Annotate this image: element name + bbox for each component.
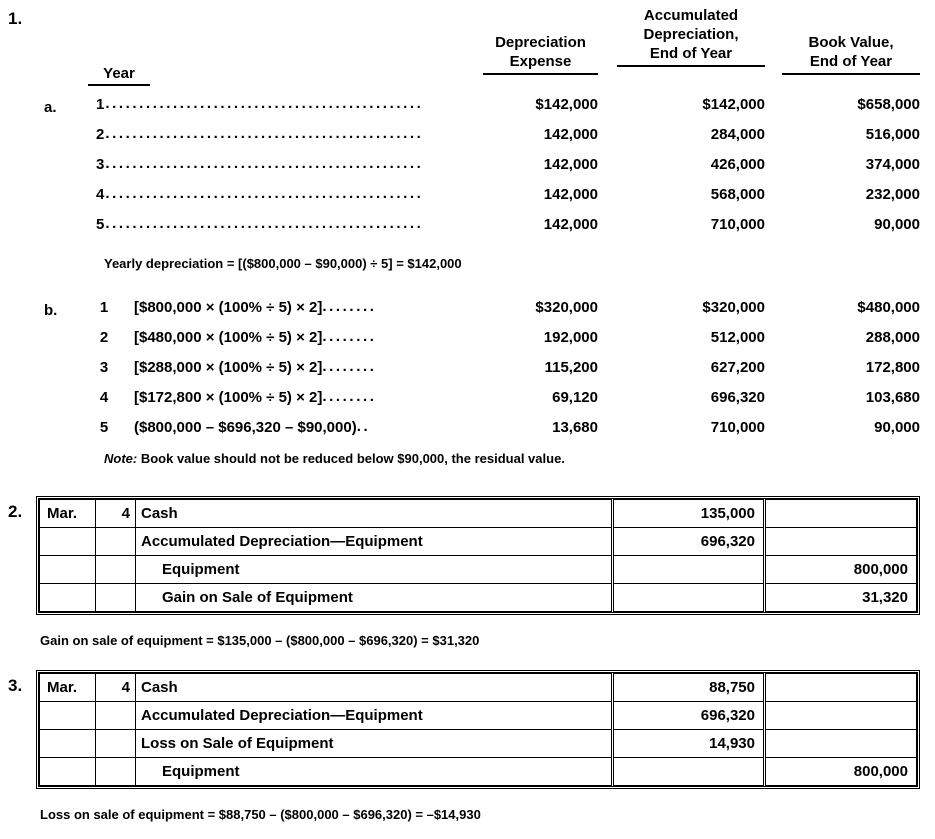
cell-month[interactable] <box>40 758 96 786</box>
row-book-value: 90,000 <box>874 419 920 436</box>
row-book-value: $658,000 <box>857 96 920 113</box>
row-accumulated-depreciation: 568,000 <box>710 186 765 203</box>
row-accumulated-depreciation: 710,000 <box>710 419 765 436</box>
row-depreciation-expense: 192,000 <box>543 329 598 346</box>
table-row <box>40 758 917 786</box>
cell-account[interactable]: Accumulated Depreciation—Equipment <box>136 702 613 730</box>
cell-account[interactable]: Accumulated Depreciation—Equipment <box>136 528 613 556</box>
row-year: 2 <box>96 126 105 143</box>
depreciation-row <box>96 186 920 204</box>
cell-account[interactable]: Gain on Sale of Equipment <box>136 584 613 612</box>
leader-dots: ............................................... <box>105 155 424 172</box>
depreciation-row <box>96 126 920 144</box>
row-accumulated-depreciation: $142,000 <box>702 96 765 113</box>
column-header-accumulated-depreciation <box>617 6 765 67</box>
row-accumulated-depreciation: $320,000 <box>702 299 765 316</box>
row-accumulated-depreciation: 710,000 <box>710 216 765 233</box>
leader-dots: ........ <box>322 298 377 315</box>
cell-credit[interactable] <box>765 528 917 556</box>
row-depreciation-expense: $320,000 <box>535 299 598 316</box>
header-line-2: End of Year <box>809 53 893 70</box>
row-year: 1 <box>99 299 109 316</box>
cell-month[interactable]: Mar. <box>40 500 96 528</box>
cell-credit[interactable] <box>765 674 917 702</box>
leader-dots: ........ <box>322 358 377 375</box>
row-calculation: [$172,800 × (100% ÷ 5) × 2] <box>134 389 323 406</box>
row-depreciation-expense: 13,680 <box>552 419 598 436</box>
leader-dots: ............................................... <box>105 95 424 112</box>
row-depreciation-expense: 142,000 <box>543 216 598 233</box>
cell-account[interactable]: Equipment <box>136 556 613 584</box>
row-year: 5 <box>99 419 109 436</box>
ddb-depreciation-row <box>96 389 920 407</box>
cell-day[interactable] <box>96 730 136 758</box>
header-rule <box>483 73 598 75</box>
cell-month[interactable] <box>40 528 96 556</box>
depreciation-row <box>96 96 920 114</box>
cell-day[interactable]: 4 <box>96 500 136 528</box>
cell-credit[interactable]: 800,000 <box>765 758 917 786</box>
gain-on-sale-explanation: Gain on sale of equipment = $135,000 – ($800,000 – $696,320) = $31,320 <box>40 633 480 648</box>
cell-day[interactable] <box>96 584 136 612</box>
cell-month[interactable] <box>40 556 96 584</box>
row-accumulated-depreciation: 627,200 <box>710 359 765 376</box>
row-calculation: [$800,000 × (100% ÷ 5) × 2] <box>134 299 323 316</box>
row-year: 5 <box>96 216 105 233</box>
cell-month[interactable]: Mar. <box>40 674 96 702</box>
row-year: 3 <box>96 156 105 173</box>
note-label: Note: <box>104 451 138 466</box>
yearly-depreciation-formula: Yearly depreciation = [($800,000 – $90,000) ÷ 5] = $142,000 <box>104 256 462 271</box>
table-row <box>40 674 917 702</box>
cell-account[interactable]: Loss on Sale of Equipment <box>136 730 613 758</box>
header-rule <box>782 73 920 75</box>
row-book-value: 516,000 <box>865 126 920 143</box>
cell-credit[interactable] <box>765 500 917 528</box>
table-row <box>40 528 917 556</box>
depreciation-table-double-declining <box>96 299 920 437</box>
row-book-value: 172,800 <box>865 359 920 376</box>
leader-dots: ........ <box>322 388 377 405</box>
row-book-value: $480,000 <box>857 299 920 316</box>
row-book-value: 374,000 <box>865 156 920 173</box>
column-header-year <box>88 64 150 86</box>
row-year: 1 <box>96 96 105 113</box>
row-accumulated-depreciation: 696,320 <box>710 389 765 406</box>
leader-dots: ............................................... <box>105 215 424 232</box>
table-row <box>40 584 917 612</box>
cell-month[interactable] <box>40 584 96 612</box>
cell-day[interactable]: 4 <box>96 674 136 702</box>
header-line-1: Accumulated <box>643 7 739 24</box>
note-text: Book value should not be reduced below $90,000, the residual value. <box>140 451 565 466</box>
cell-debit[interactable] <box>613 556 765 584</box>
item-number-2: 2. <box>8 502 23 521</box>
cell-debit[interactable]: 696,320 <box>613 528 765 556</box>
cell-month[interactable] <box>40 702 96 730</box>
cell-account[interactable]: Cash <box>136 500 613 528</box>
row-depreciation-expense: $142,000 <box>535 96 598 113</box>
row-calculation: ($800,000 – $696,320 – $90,000) <box>134 419 357 436</box>
row-year: 3 <box>99 359 109 376</box>
cell-month[interactable] <box>40 730 96 758</box>
cell-account[interactable]: Cash <box>136 674 613 702</box>
cell-debit[interactable]: 88,750 <box>613 674 765 702</box>
depreciation-table-straight-line <box>96 96 920 234</box>
row-year: 4 <box>99 389 109 406</box>
journal-entry-table-3 <box>39 673 917 786</box>
table-row <box>40 556 917 584</box>
row-calculation: [$480,000 × (100% ÷ 5) × 2] <box>134 329 323 346</box>
header-line-2: Expense <box>509 53 572 70</box>
residual-value-note <box>104 450 565 468</box>
cell-credit[interactable]: 31,320 <box>765 584 917 612</box>
leader-dots: ........ <box>322 328 377 345</box>
leader-dots: .. <box>356 418 371 435</box>
cell-debit[interactable]: 135,000 <box>613 500 765 528</box>
cell-credit[interactable] <box>765 702 917 730</box>
depreciation-row <box>96 216 920 234</box>
journal-entry-table-2 <box>39 499 917 612</box>
row-accumulated-depreciation: 426,000 <box>710 156 765 173</box>
cell-credit[interactable]: 800,000 <box>765 556 917 584</box>
cell-debit[interactable] <box>613 584 765 612</box>
cell-day[interactable] <box>96 556 136 584</box>
row-depreciation-expense: 142,000 <box>543 126 598 143</box>
row-depreciation-expense: 115,200 <box>544 359 598 376</box>
header-rule <box>617 65 765 67</box>
header-label: Year <box>103 65 135 82</box>
row-book-value: 232,000 <box>865 186 920 203</box>
ddb-depreciation-row <box>96 419 920 437</box>
part-letter-b: b. <box>44 302 58 319</box>
table-row <box>40 730 917 758</box>
table-row <box>40 702 917 730</box>
ddb-depreciation-row <box>96 329 920 347</box>
row-calculation: [$288,000 × (100% ÷ 5) × 2] <box>134 359 323 376</box>
row-depreciation-expense: 69,120 <box>552 389 598 406</box>
row-accumulated-depreciation: 512,000 <box>710 329 765 346</box>
row-depreciation-expense: 142,000 <box>543 156 598 173</box>
cell-account[interactable]: Equipment <box>136 758 613 786</box>
journal-entry-table-2-wrapper <box>36 496 920 615</box>
journal-entry-table-3-wrapper <box>36 670 920 789</box>
depreciation-row <box>96 156 920 174</box>
header-rule <box>88 84 150 86</box>
header-line-2: Depreciation, <box>643 26 739 43</box>
ddb-depreciation-row <box>96 359 920 377</box>
table-row <box>40 500 917 528</box>
leader-dots: ............................................... <box>105 185 424 202</box>
part-letter-a: a. <box>44 99 57 116</box>
row-accumulated-depreciation: 284,000 <box>710 126 765 143</box>
row-book-value: 103,680 <box>865 389 920 406</box>
cell-debit[interactable]: 696,320 <box>613 702 765 730</box>
ddb-depreciation-row <box>96 299 920 317</box>
row-depreciation-expense: 142,000 <box>543 186 598 203</box>
cell-credit[interactable] <box>765 730 917 758</box>
cell-debit[interactable] <box>613 758 765 786</box>
loss-on-sale-explanation: Loss on sale of equipment = $88,750 – ($800,000 – $696,320) = –$14,930 <box>40 807 481 822</box>
column-header-depreciation-expense <box>483 33 598 75</box>
row-book-value: 90,000 <box>874 216 920 233</box>
header-line-1: Depreciation <box>495 34 586 51</box>
row-book-value: 288,000 <box>865 329 920 346</box>
leader-dots: ............................................... <box>105 125 424 142</box>
header-line-1: Book Value, <box>808 34 894 51</box>
cell-day[interactable] <box>96 702 136 730</box>
cell-debit[interactable]: 14,930 <box>613 730 765 758</box>
item-number-1: 1. <box>8 9 23 28</box>
cell-day[interactable] <box>96 758 136 786</box>
column-header-book-value <box>782 33 920 75</box>
row-year: 4 <box>96 186 105 203</box>
row-year: 2 <box>99 329 109 346</box>
header-line-3: End of Year <box>649 45 733 62</box>
item-number-3: 3. <box>8 676 23 695</box>
cell-day[interactable] <box>96 528 136 556</box>
